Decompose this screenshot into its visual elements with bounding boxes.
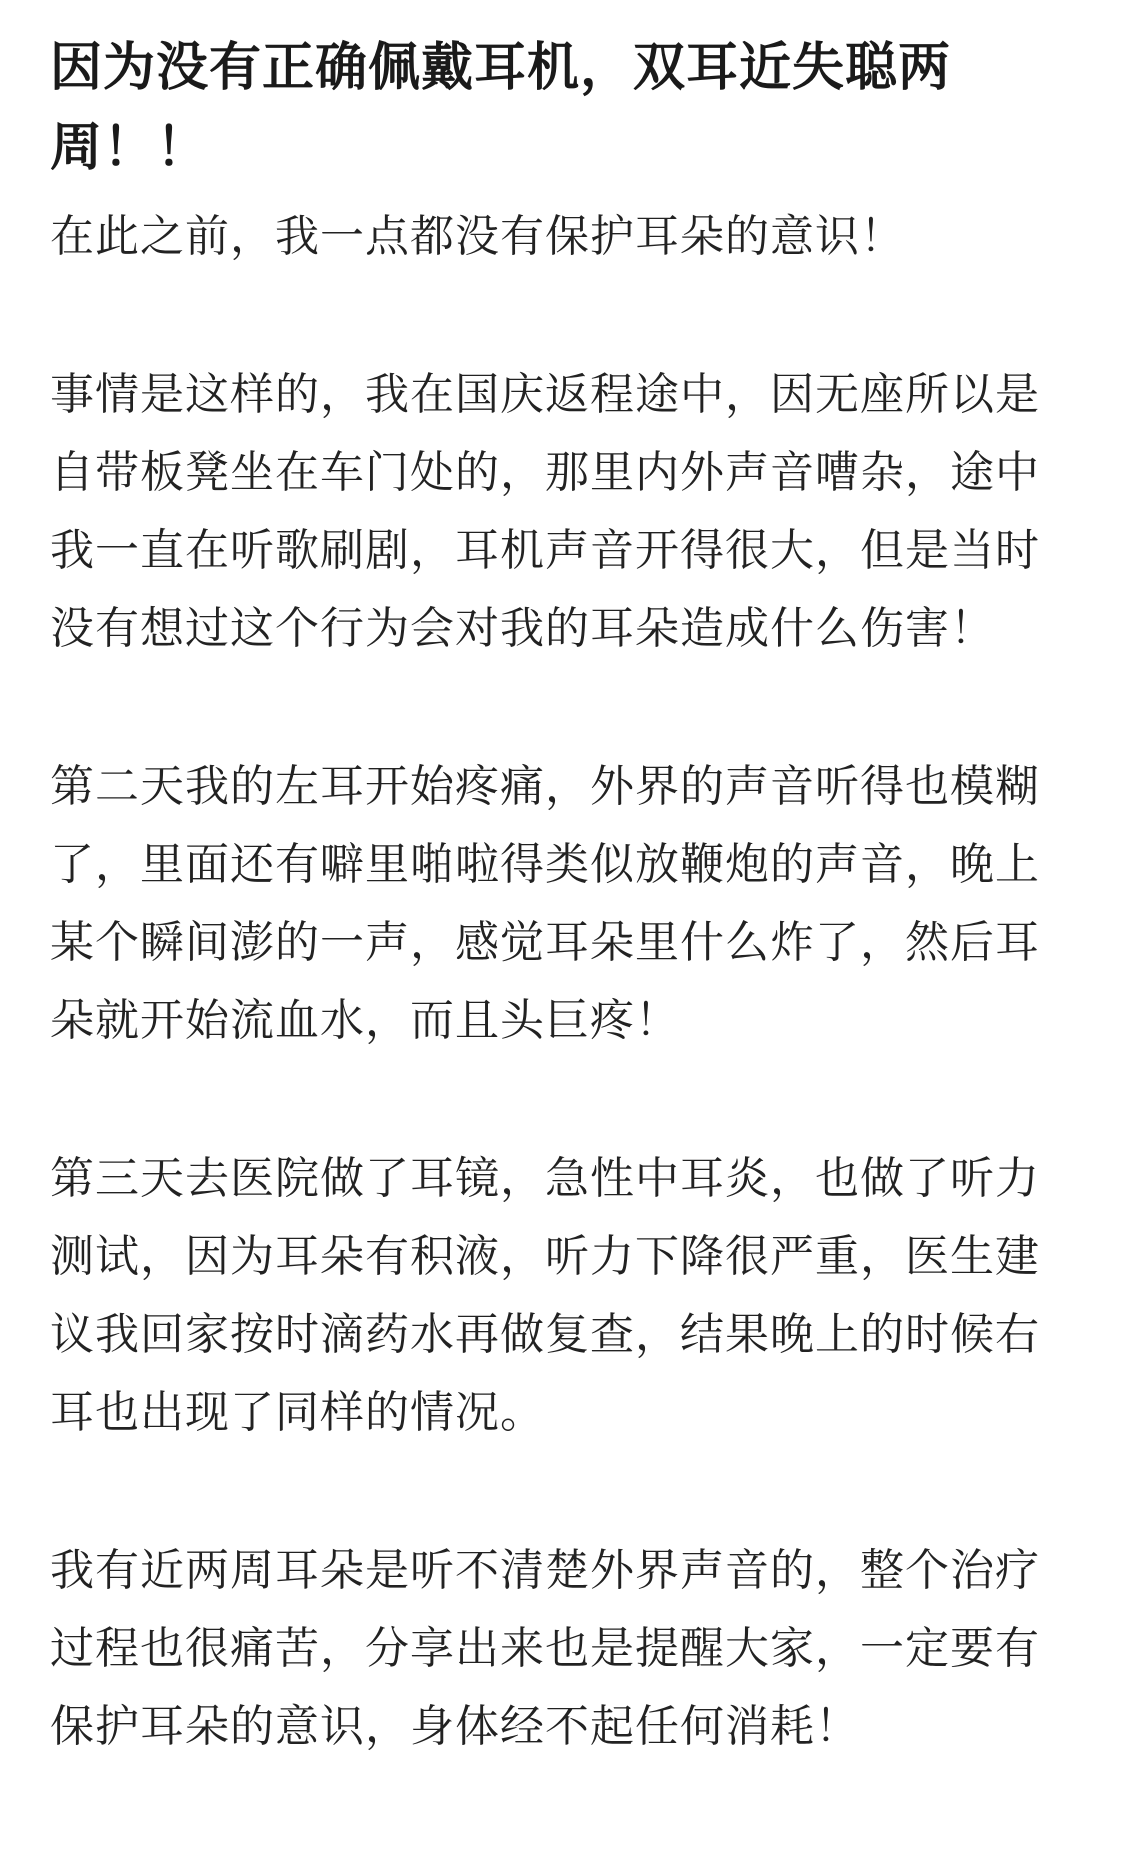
post-paragraph-4: 第三天去医院做了耳镜，急性中耳炎，也做了听力测试，因为耳朵有积液，听力下降很严重，医生建议我回家按时滴药水再做复查，结果晚上的时候右耳也出现了同样的情况。: [50, 1153, 1040, 1438]
post-paragraph-1: 在此之前，我一点都没有保护耳朵的意识！: [50, 211, 905, 262]
post-body: [50, 198, 1075, 1766]
post-paragraph-5: 我有近两周耳朵是听不清楚外界声音的，整个治疗过程也很痛苦，分享出来也是提醒大家，一定要有保护耳朵的意识，身体经不起任何消耗！: [50, 1545, 1040, 1752]
post-title: 因为没有正确佩戴耳机，双耳近失聪两周！！: [50, 38, 952, 178]
post-paragraph-2: 事情是这样的，我在国庆返程途中，因无座所以是自带板凳坐在车门处的，那里内外声音嘈杂，途中我一直在听歌刷剧，耳机声音开得很大，但是当时没有想过这个行为会对我的耳朵造成什么伤害！: [50, 369, 1040, 654]
post-paragraph-3: 第二天我的左耳开始疼痛，外界的声音听得也模糊了，里面还有噼里啪啦得类似放鞭炮的声音，晚上某个瞬间澎的一声，感觉耳朵里什么炸了，然后耳朵就开始流血水，而且头巨疼！: [50, 761, 1040, 1046]
